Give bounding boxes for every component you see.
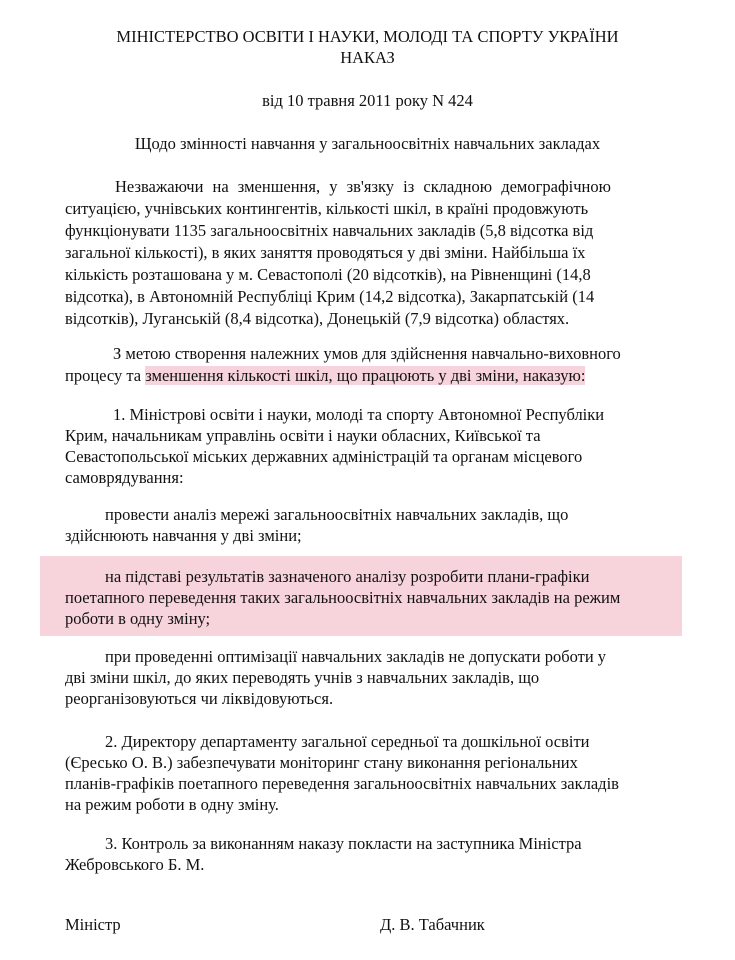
intro-line: ситуацією, учнівських контингентів, кількості шкіл, в країні продовжують	[65, 199, 589, 218]
highlighted-text: зменшення кількості шкіл, що працюють у дві зміни, наказую:	[145, 366, 586, 385]
item-1-sub-2-line: на підставі результатів зазначеного аналізу розробити плани-графіки	[105, 567, 590, 586]
item-1-sub-2-line: поетапного переведення таких загальноосвітніх навчальних закладів на режим	[65, 588, 621, 607]
item-1-sub-3-line: при проведенні оптимізації навчальних закладів не допускати роботи у	[105, 647, 607, 666]
item-3-line: 3. Контроль за виконанням наказу покласти на заступника Міністра	[105, 834, 582, 853]
item-2-line: 2. Директору департаменту загальної середньої та дошкільної освіти	[105, 732, 590, 751]
item-2-line: (Єресько О. В.) забезпечувати моніторинг стану виконання регіональних	[65, 753, 578, 772]
purpose-line	[65, 366, 585, 386]
item-1-sub-3-line: дві зміни шкіл, до яких переводять учнів з навчальних закладів, що	[65, 668, 540, 687]
ministry-title: МІНІСТЕРСТВО ОСВІТИ І НАУКИ, МОЛОДІ ТА СПОРТУ УКРАЇНИ	[116, 27, 619, 46]
intro-line: функціонувати 1135 загальноосвітніх навчальних закладів (5,8 відсотка від	[65, 221, 594, 240]
document-type: НАКАЗ	[340, 48, 395, 67]
intro-line: відсотка), в Автономній Республіці Крим (14,2 відсотка), Закарпатській (14	[65, 287, 595, 306]
intro-line: кількість розташована у м. Севастополі (20 відсотків), на Рівненщині (14,8	[65, 265, 591, 284]
date-number: від 10 травня 2011 року N 424	[262, 91, 473, 110]
signature-name: Д. В. Табачник	[380, 915, 485, 934]
item-1-sub-1-line: провести аналіз мережі загальноосвітніх навчальних закладів, що	[105, 505, 569, 524]
item-1-line: Крим, начальникам управлінь освіти і науки обласних, Київської та	[65, 426, 541, 445]
item-2-line: на режим роботи в одну зміну.	[65, 795, 279, 814]
item-1-sub-2-line: роботи в одну зміну;	[65, 609, 211, 628]
intro-line: Незважаючи на зменшення, у зв'язку із складною демографічною	[115, 177, 611, 196]
item-1-line: Севастопольської міських державних адміністрацій та органам місцевого	[65, 447, 583, 466]
purpose-text: процесу та	[65, 366, 146, 385]
item-2-line: планів-графіків поетапного переведення загальноосвітніх навчальних закладів	[65, 774, 619, 793]
signature-title: Міністр	[65, 915, 121, 934]
item-1-line: самоврядування:	[65, 468, 184, 487]
item-1-line: 1. Міністрові освіти і науки, молоді та спорту Автономної Республіки	[113, 405, 605, 424]
subject: Щодо змінності навчання у загальноосвітніх навчальних закладах	[134, 134, 601, 153]
intro-line: відсотків), Луганській (8,4 відсотка), Донецькій (7,9 відсотка) областях.	[65, 309, 570, 328]
intro-line: загальної кількості), в яких заняття проводяться у дві зміни. Найбільша їх	[65, 243, 586, 262]
item-1-sub-3-line: реорганізовуються чи ліквідовуються.	[65, 689, 334, 708]
item-3-line: Жебровського Б. М.	[65, 855, 205, 874]
item-1-sub-1-line: здійснюють навчання у дві зміни;	[65, 526, 302, 545]
purpose-line: З метою створення належних умов для здійснення навчально-виховного	[113, 344, 621, 363]
